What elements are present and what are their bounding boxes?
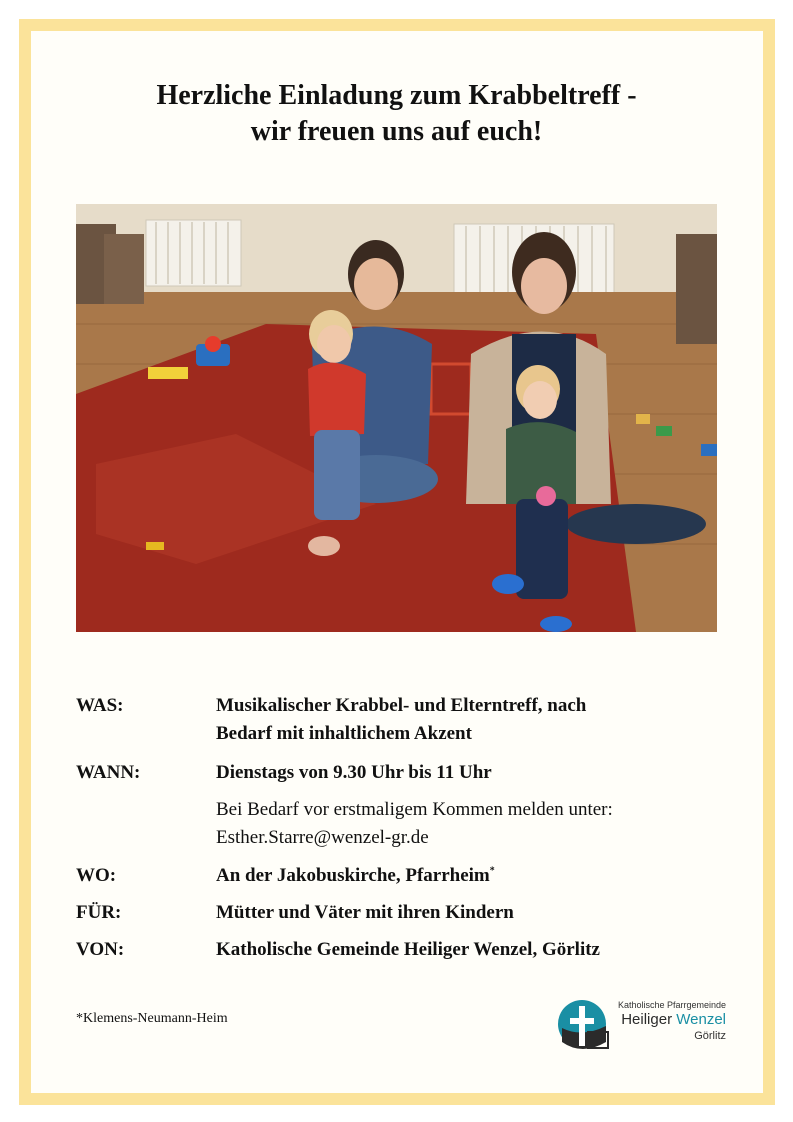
title-line-1: Herzliche Einladung zum Krabbeltreff - bbox=[156, 80, 637, 111]
logo-city: Görlitz bbox=[694, 1030, 726, 1042]
wo-label: WO: bbox=[76, 865, 117, 886]
logo-name-part1: Heiliger bbox=[621, 1011, 673, 1028]
wo-value bbox=[216, 862, 686, 890]
von-value: Katholische Gemeinde Heiliger Wenzel, Görlitz bbox=[216, 939, 600, 960]
invitation-title bbox=[0, 78, 793, 150]
was-value bbox=[216, 692, 686, 748]
logo-name bbox=[606, 1011, 726, 1028]
contact-email[interactable]: Esther.Starre@wenzel-gr.de bbox=[216, 827, 429, 848]
contact-line-1: Bei Bedarf vor erstmaligem Kommen melden unter: bbox=[216, 799, 613, 820]
logo-top-text: Katholische Pfarrgemeinde bbox=[617, 1000, 726, 1010]
footnote-mark: * bbox=[489, 865, 495, 877]
group-photo bbox=[76, 204, 717, 632]
was-label: WAS: bbox=[76, 695, 124, 716]
was-line-2: Bedarf mit inhaltlichem Akzent bbox=[216, 723, 472, 744]
footnote: *Klemens-Neumann-Heim bbox=[76, 1011, 228, 1026]
wo-text: An der Jakobuskirche, Pfarrheim bbox=[216, 865, 490, 886]
wann-label: WANN: bbox=[76, 762, 141, 783]
logo-name-part2: Wenzel bbox=[676, 1011, 726, 1028]
von-label: VON: bbox=[76, 939, 125, 960]
was-line-1: Musikalischer Krabbel- und Elterntreff, nach bbox=[216, 695, 587, 716]
title-line-2: wir freuen uns auf euch! bbox=[250, 116, 543, 147]
wann-value: Dienstags von 9.30 Uhr bis 11 Uhr bbox=[216, 762, 492, 783]
fuer-label: FÜR: bbox=[76, 902, 122, 923]
contact-note bbox=[216, 796, 686, 852]
fuer-value: Mütter und Väter mit ihren Kindern bbox=[216, 902, 514, 923]
